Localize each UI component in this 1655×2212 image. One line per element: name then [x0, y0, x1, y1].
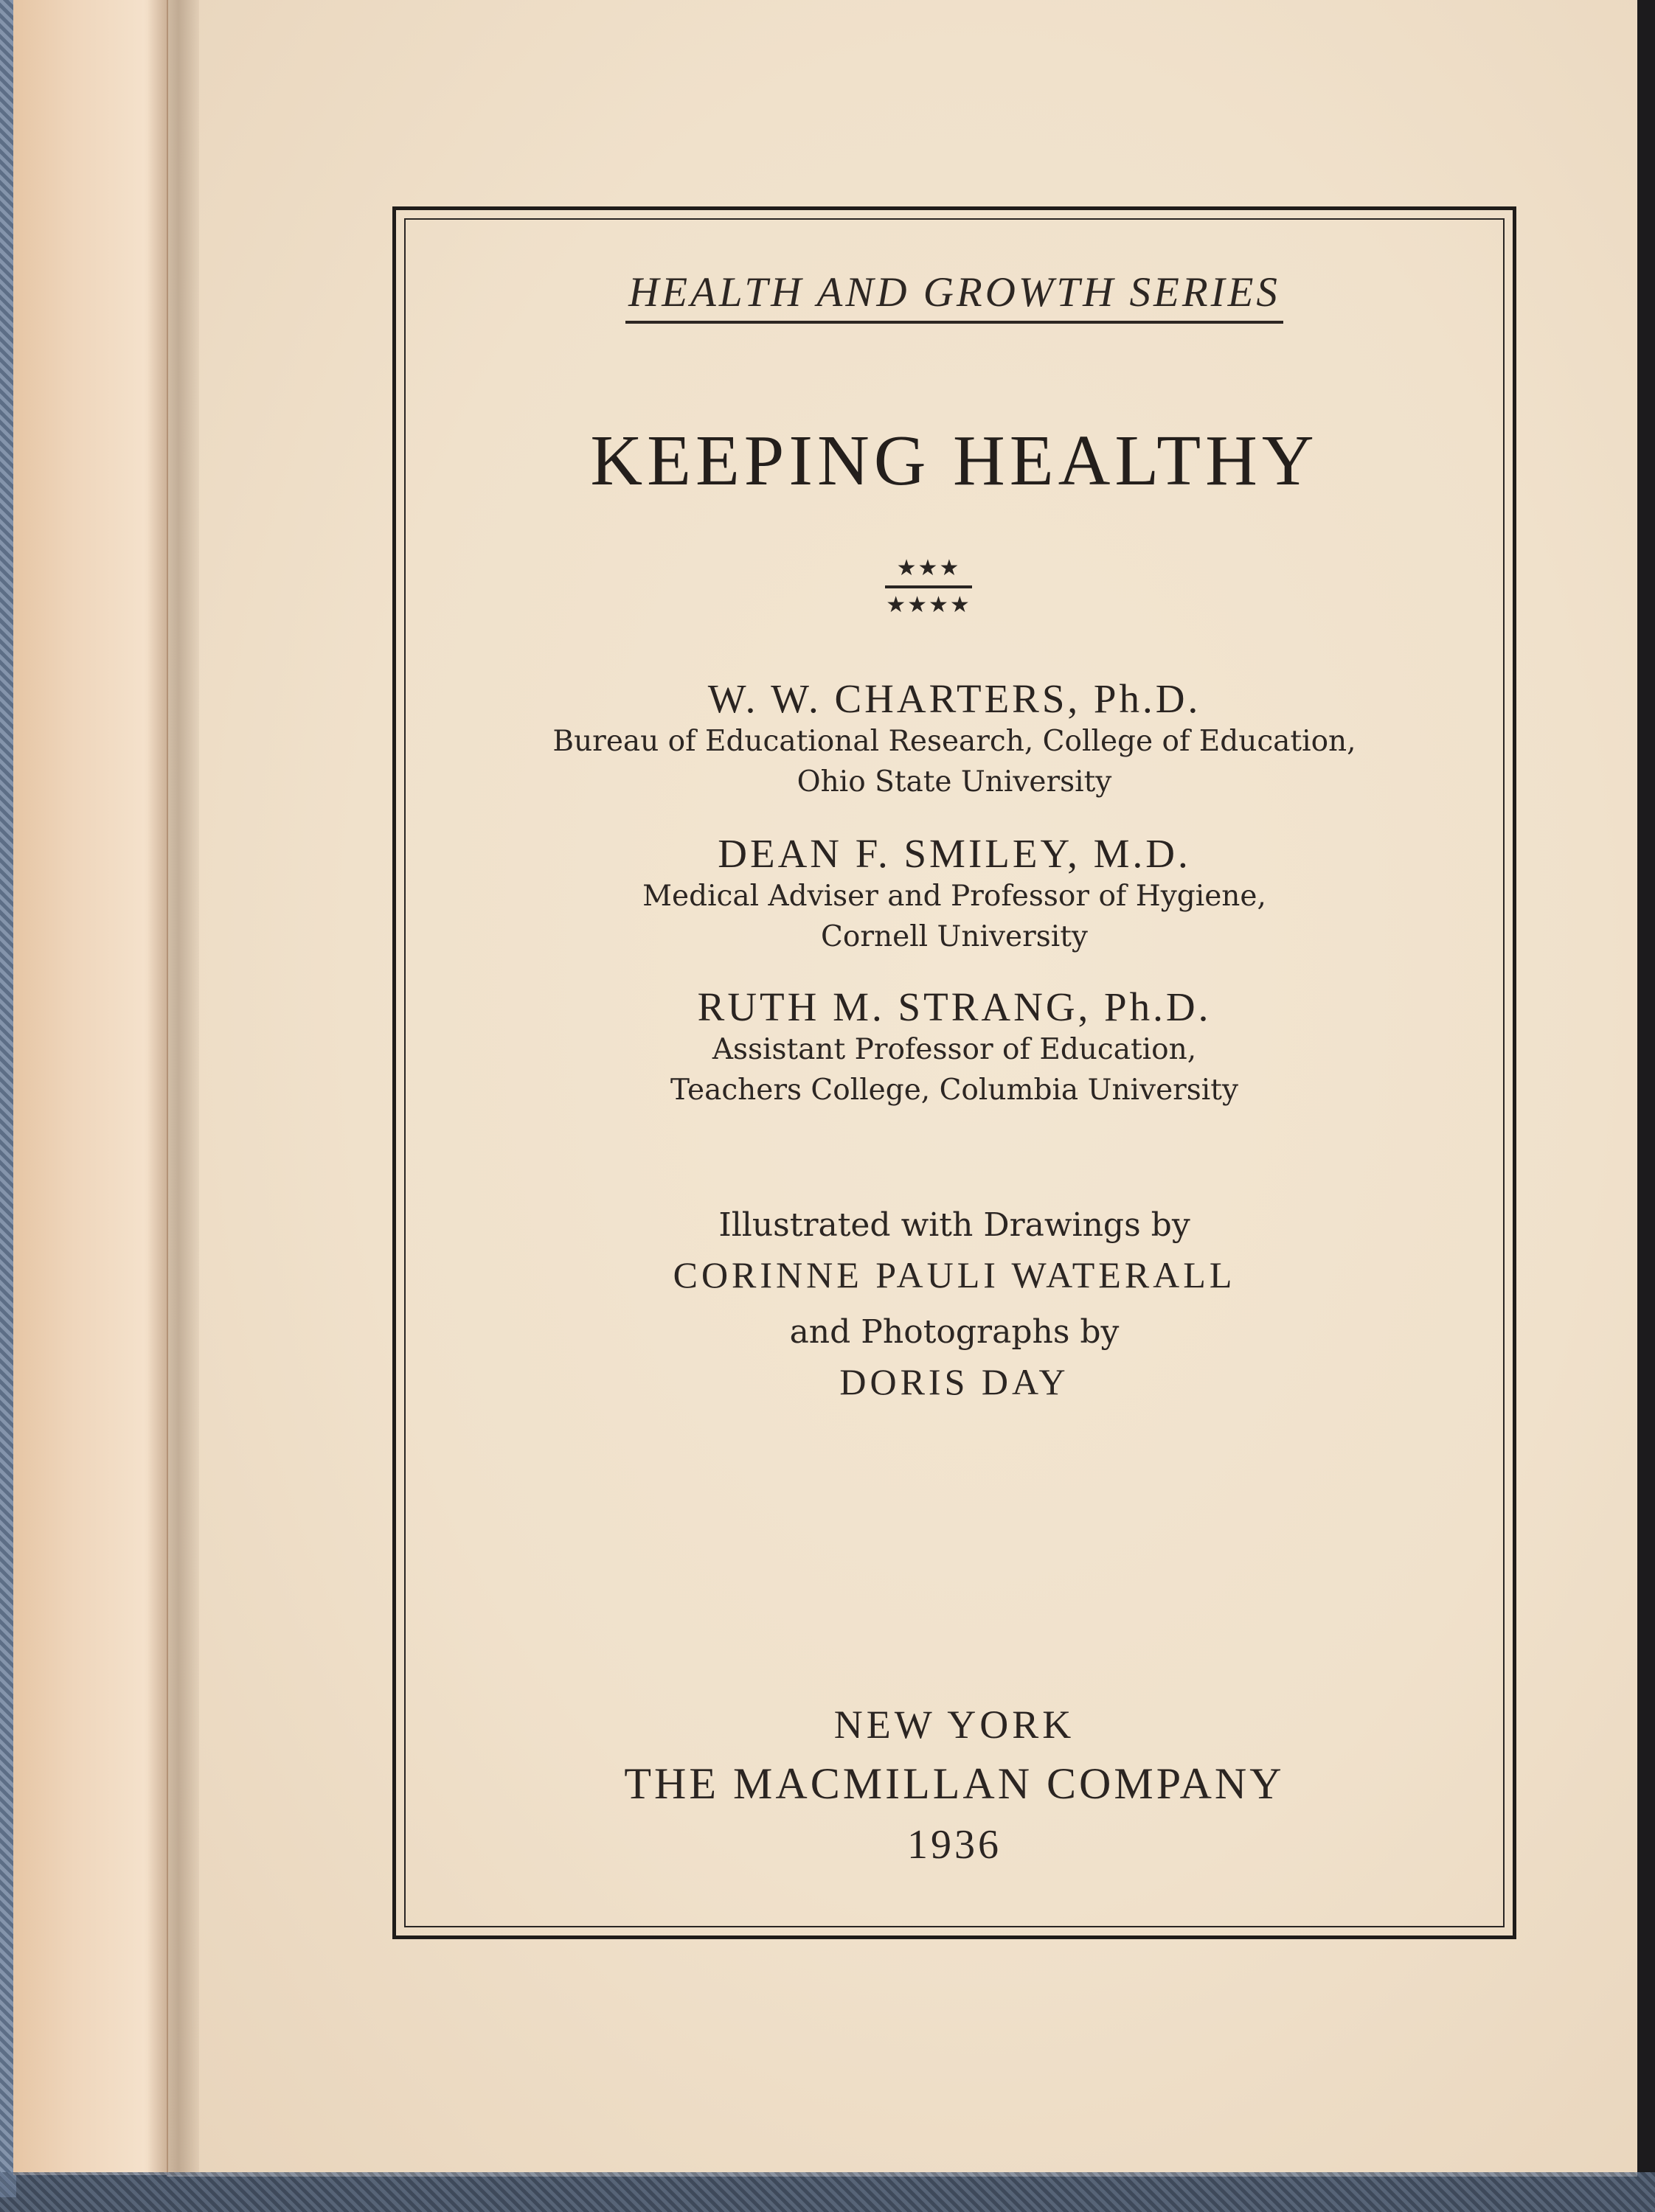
- series-heading: [404, 270, 1505, 324]
- author-name: RUTH M. STRANG, Ph.D.: [697, 984, 1212, 1029]
- author-affiliation-line1: Bureau of Educational Research, College of Education,: [552, 725, 1356, 759]
- illustration-credits: [404, 1206, 1505, 1404]
- page-gutter-shadow: [148, 0, 199, 2175]
- photos-credit-line: and Photographs by: [789, 1312, 1120, 1351]
- series-title: HEALTH AND GROWTH SERIES: [625, 270, 1283, 324]
- imprint-year: 1936: [907, 1821, 1002, 1868]
- book-title: KEEPING HEALTHY: [590, 421, 1319, 501]
- bottom-cover-edge: [0, 2172, 1655, 2212]
- author-affiliation-line1: Assistant Professor of Education,: [712, 1033, 1197, 1067]
- ornament-rule: [885, 585, 972, 588]
- imprint-city: NEW YORK: [833, 1703, 1075, 1747]
- photos-artist: DORIS DAY: [839, 1360, 1069, 1402]
- imprint-publisher: THE MACMILLAN COMPANY: [624, 1759, 1285, 1808]
- drawings-credit-line: Illustrated with Drawings by: [718, 1206, 1190, 1244]
- author-block-charters: [404, 675, 1505, 802]
- author-name: W. W. CHARTERS, Ph.D.: [707, 676, 1201, 721]
- author-affiliation-line2: Teachers College, Columbia University: [670, 1073, 1238, 1107]
- author-block-strang: [404, 984, 1505, 1110]
- star-ornament: [881, 557, 976, 616]
- drawings-artist: CORINNE PAULI WATERALL: [673, 1253, 1236, 1295]
- author-block-smiley: [404, 830, 1505, 957]
- author-affiliation-line1: Medical Adviser and Professor of Hygiene,: [642, 880, 1266, 914]
- author-name: DEAN F. SMILEY, M.D.: [718, 831, 1191, 876]
- publisher-imprint: [404, 1700, 1505, 1871]
- author-affiliation-line2: Cornell University: [821, 919, 1088, 953]
- ornament-stars-bottom: ★★★★: [886, 592, 971, 618]
- title-page-content: [404, 218, 1505, 1927]
- author-affiliation-line2: Ohio State University: [797, 765, 1112, 799]
- ornament-stars-top: ★★★: [896, 555, 961, 581]
